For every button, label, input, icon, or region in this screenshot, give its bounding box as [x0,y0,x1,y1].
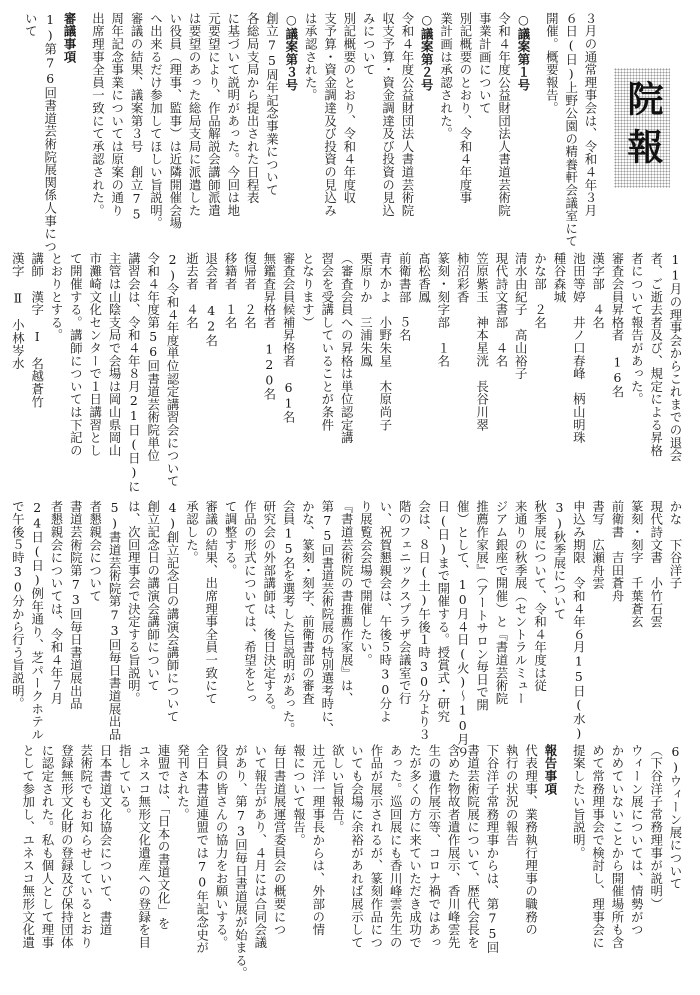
text-column: 無鑑査昇格者 120名 [261,252,277,401]
text-column: 開催。概要報告。 [544,12,560,115]
text-column: 書道芸術院展について、歴代会長を [465,744,481,949]
text-column: 代表理事、業務執行理事の職務の [523,744,539,936]
text-column: 収支予算・資金調達及び投資の見込 [380,12,396,217]
text-column: 講習会は、令和４年８月21日(日)に [126,252,142,493]
text-column: 24日(日)例年通り、芝パークホテル [29,500,45,741]
text-column: 全日本書道連盟では70年記念史が [194,744,210,954]
text-column: 推薦作家展』（アートサロン毎日で開 [474,500,490,712]
text-column: 生の遺作展示等、コロナ禍ではあっ [426,744,442,949]
text-column: かな、篆刻・刻字、前衛書部の審査 [300,500,316,705]
text-column: 11月の理事会からこれまでの退会 [668,252,683,462]
text-column: あった。巡回展にも香川峰雲先生の [388,744,404,949]
text-column: 習会を受講していることが条件 [319,252,335,432]
text-column: 会は、８日(土)午後１時30分より３ [416,500,432,741]
text-column: 書道芸術院第73回毎日書道展出品 [68,500,84,710]
text-column: 催）として、10月４日(火)～10月９ [455,500,471,759]
text-column: みについて [361,12,377,76]
text-column: 者、ご逝去者及び、規定による昇格 [648,252,664,457]
text-column: 申込み期限 令和４年６月15日(水) [571,500,587,741]
text-column: 3)秋季展について [551,500,567,621]
text-column: 審議事項 [62,12,78,64]
text-column: となります） [300,252,316,329]
text-column: 指している。 [117,744,133,821]
text-column: 者懇親会については、令和４年７月 [49,500,64,705]
text-column: 者について報告があった。 [629,252,645,406]
text-column: 前衛書部 ５名 [397,252,413,342]
text-column: 篆刻・刻字 千葉蒼玄 [629,500,645,628]
text-column: 報告事項 [542,744,558,796]
text-column: ３月の通常理事会は、令和４年３月 [583,12,598,217]
text-column: 漢字部 ４名 [590,252,606,329]
text-column: 各総局支局から提出された日程表 [245,12,261,204]
text-column: 別記概要のとおり、令和４年度収 [341,12,357,204]
text-column: 秋季展について、令和４年度は従 [532,500,548,692]
text-column: で午後５時30分から行う旨説明。 [10,500,26,710]
text-column: 役員の皆さんの協力をお願いする。 [214,744,230,949]
text-column: 者懇親会について [87,500,103,603]
text-column: 出席理事全員一致にて承認された。 [90,12,106,217]
text-column: は承認された。 [303,12,319,102]
text-column: に基づいて説明があった。今回は地 [225,12,241,217]
text-column: 2)令和４年度単位認定講習会について [165,252,181,488]
text-column: 支予算・資金調達及び投資の見込み [322,12,338,217]
text-column: 登録無形文化財の登録及び保持団体 [59,744,75,949]
text-column: 髙松香鳳 [416,252,432,304]
text-column: り展覧会会場で開催したい。 [358,500,374,667]
text-column: 元要望により、作品解説会講師派遣 [206,12,222,217]
text-column: 市灘崎文化センターで１日講習とし [87,252,103,457]
text-column: に認定された。私も個人として理事 [40,744,55,949]
text-column: があり、第73回毎日書道展が始まる。 [233,744,249,980]
text-column: 提案したい旨説明。 [571,744,587,860]
text-column: て調整する。 [223,500,239,577]
text-column: かな 下谷洋子 [668,500,683,590]
text-column: 池田等婷 井ノ口春峰 柄山明珠 [571,252,587,444]
text-column: いて [23,12,39,38]
text-column: は要望のあった総局支局に派遣した [187,12,203,217]
text-column: として参加し、ユネスコ無形文化遺 [20,744,36,949]
tier-top-text [15,12,600,253]
tier-bottom-text [15,744,685,984]
text-column: 書写 広瀬舟雲 [590,500,606,590]
text-column: 会員15名を選考した旨説明があった。 [281,500,297,736]
text-column: い役員（理事、監事）は近隣開催会場 [167,12,183,230]
text-column: 種谷森城 [551,252,567,304]
text-column: たが多くの方に来ていただき成功で [407,744,423,949]
text-column: 報について報告。 [291,744,307,847]
text-column: めて常務理事会で検討し、理事会に [590,744,606,949]
text-column: 審査会員候補昇格者 61名 [281,252,297,424]
text-column: 青木かよ 小野朱星 木原尚子 [377,252,393,432]
text-column: 創立記念日の講演会講師について [145,500,161,692]
text-column: 承認した。 [184,500,200,564]
text-column: 令和４年度公益財団法人書道芸術院 [399,12,415,217]
text-column: 4)創立記念日の講演会講師について [165,500,181,723]
text-column: 移籍者 １名 [223,252,239,329]
text-column: 別記概要のとおり、令和４年度事 [457,12,473,204]
text-column: ○議案第２号 [419,12,435,92]
text-column: 漢字 Ⅱ 小林岑水 [10,252,26,370]
text-column: て開催する。講師については下記の [68,252,84,457]
text-column: ウィーン展については、情勢がつ [629,744,645,936]
text-column: 審査会員昇格者 16名 [609,252,625,398]
text-column: 第75回書道芸術院展の特別選考時に、 [319,500,335,736]
text-column: 主管は山陰支局で会場は岡山県岡山 [107,252,123,457]
text-column: とおりとする。 [49,252,64,342]
text-column: 日(日)まで開催する。授賞式・研究 [435,500,451,723]
text-column: ６日(日)上野公園の精養軒会議室にて [563,12,579,248]
text-column: 令和４年度公益財団法人書道芸術院 [496,12,512,217]
text-column: 笠原紫玉 神本星洸 長谷川翠 [474,252,490,432]
text-column: 前衛書 吉田蒼舟 [609,500,625,603]
text-column: 審議の結果、出席理事全員一致にて [203,500,219,705]
text-column: 毎日書道展運営委員会の概要につ [272,744,288,936]
text-column: 審議の結果、議案第３号 創立75 [129,12,145,222]
text-column: 業計画は承認された。 [438,12,454,140]
text-column: ○議案第３号 [283,12,299,92]
text-column: へ出来るだけ参加してほしい旨説明。 [148,12,164,230]
text-column: いても会場に余裕があれば展示して [349,744,365,949]
text-column: 連盟では、「日本の書道文化」を [156,744,172,930]
text-column: 日本書道文化協会について、書道 [98,744,114,936]
text-column: 下谷洋子常務理事からは、第75回 [484,744,500,954]
text-column: 芸術院でもお知らせしているとおり [78,744,94,949]
text-column: 階のフェニックスプラザ会議室で行 [397,500,413,705]
text-column: 現代詩文書部 ４名 [493,252,509,368]
text-column: 作品が展示されるが、篆刻作品につ [368,744,384,949]
text-column: 復帰者 ２名 [242,252,258,329]
text-column: 発刊された。 [175,744,191,821]
text-column: は、次回理事会で決定する旨説明。 [126,500,142,705]
text-column: 6)ウィーン展について [668,744,683,890]
text-column: 講師 漢字 Ⅰ 名越蒼竹 [29,252,45,409]
text-column: 栗原りか 三浦朱鳳 [358,252,374,368]
text-column: い、祝賀懇親会は、午後５時30分よ [377,500,393,723]
text-column: 来通りの秋季展（セントラルミュー [513,500,529,705]
text-column: 欲しい旨報告。 [330,744,346,834]
text-column: 周年記念事業については原案の通り [109,12,125,217]
text-column: （下谷洋子常務理事が説明） [648,744,664,911]
report-stamp-title: 院報 [614,68,670,188]
text-column: ジアム銀座で開催）と『書道芸術院 [493,500,509,705]
text-column: 退会者 42名 [203,252,219,347]
text-column: かめていないことから開催場所も含 [609,744,625,949]
text-column: 1)第76回書道芸術院展関係人事につ [42,12,58,253]
tier-lower-text [10,500,685,759]
text-column: 辻元洋一理事長からは、外部の情 [310,744,326,936]
text-column: ユネスコ無形文化遺産への登録を目 [136,744,152,949]
text-column: 事業計画について [477,12,493,115]
text-column: ○議案第１号 [515,12,531,92]
text-column: 現代詩文書 小竹石雲 [648,500,664,628]
text-column: 柿沼彩香 [455,252,471,304]
text-column: かな部 ２名 [532,252,548,329]
text-column: 創立75周年記念事業について [264,12,280,197]
text-column: 5)書道芸術院第73回毎日書道展出品 [107,500,123,741]
text-column: いて報告があり、４月には合同会議 [252,744,268,949]
text-column: 篆刻・刻字部 １名 [435,252,451,368]
text-column: 研究会の外部講師は、後日決定する。 [261,500,277,718]
text-column: 清水由紀子 高山裕子 [513,252,529,380]
text-column: 『書道芸術院の書推薦作家展』は、 [339,500,355,705]
text-column: 逝去者 ４名 [184,252,200,329]
text-column: 作品の形式については、希望をとっ [242,500,258,705]
text-column: 令和４年度第56回書道芸術院単位 [145,252,161,462]
text-column: 執行の状況の報告 [504,744,520,847]
tier-middle-text [10,252,685,493]
text-column: （審査会員への昇格は単位認定講 [339,252,355,444]
text-column: 含めた物故者遺作展示、香川峰雲先 [446,744,462,949]
